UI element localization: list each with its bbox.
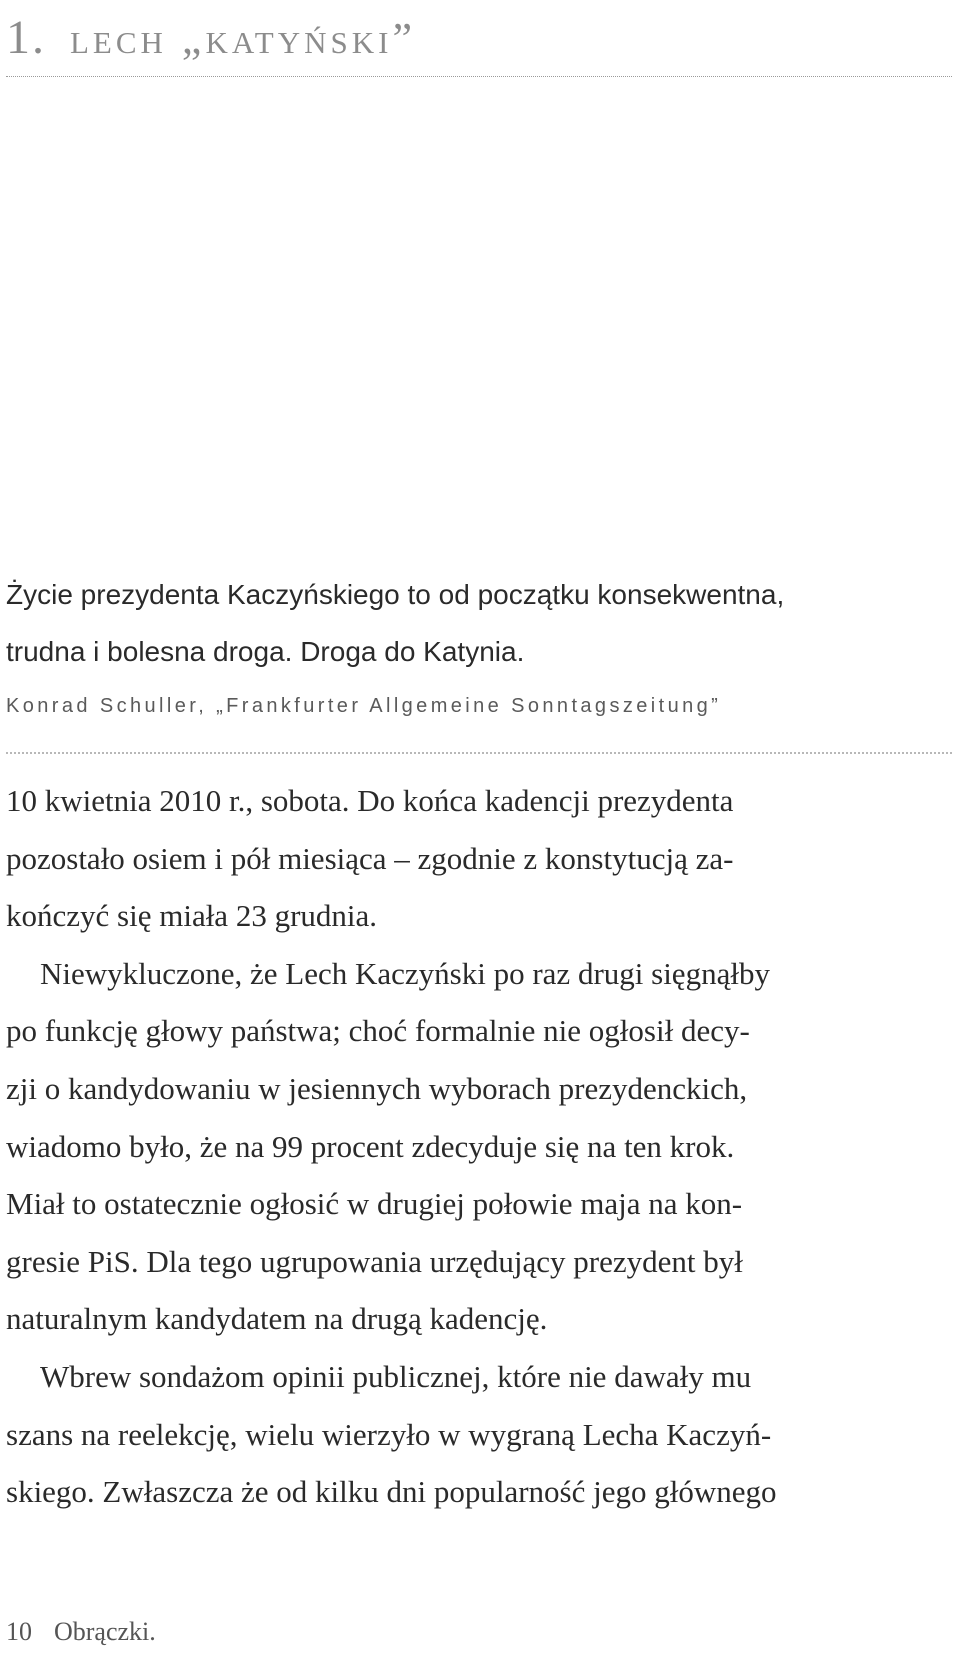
body-line: naturalnym kandydatem na drugą kadencję. bbox=[6, 1301, 548, 1337]
body-text bbox=[6, 772, 952, 1521]
chapter-number: 1. bbox=[6, 11, 46, 64]
epigraph-line: trudna i bolesna droga. Droga do Katynia. bbox=[6, 636, 525, 667]
body-line: wiadomo było, że na 99 procent zdecyduje się na ten krok. bbox=[6, 1128, 735, 1164]
page-footer bbox=[6, 1614, 156, 1650]
chapter-title: lech „katyński” bbox=[70, 14, 416, 63]
epigraph-line: Życie prezydenta Kaczyńskiego to od początku konsekwentna, bbox=[6, 579, 785, 610]
body-line: pozostało osiem i pół miesiąca – zgodnie z konstytucją za- bbox=[6, 840, 734, 876]
epigraph-source: Konrad Schuller, „Frankfurter Allgemeine Sonntagszeitung” bbox=[6, 695, 722, 717]
body-line: 10 kwietnia 2010 r., sobota. Do końca kadencji prezydenta bbox=[6, 783, 734, 818]
epigraph bbox=[6, 566, 952, 726]
chapter-heading-rule bbox=[6, 76, 952, 77]
body-line: szans na reelekcję, wielu wierzyło w wygraną Lecha Kaczyń- bbox=[6, 1416, 772, 1452]
body-line: Wbrew sondażom opinii publicznej, które nie dawały mu bbox=[40, 1358, 752, 1394]
body-line: gresie PiS. Dla tego ugrupowania urzędujący prezydent był bbox=[6, 1243, 743, 1279]
epigraph-divider bbox=[6, 752, 952, 754]
page-number: 10 bbox=[6, 1617, 32, 1646]
body-line: po funkcję głowy państwa; choć formalnie nie ogłosił decy- bbox=[6, 1013, 750, 1049]
body-line: zji o kandydowaniu w jesiennych wyborach prezydenckich, bbox=[6, 1070, 748, 1106]
body-line: skiego. Zwłaszcza że od kilku dni popularność jego głównego bbox=[6, 1474, 777, 1510]
chapter-heading bbox=[6, 6, 416, 71]
body-line: kończyć się miała 23 grudnia. bbox=[6, 898, 378, 934]
running-title: Obrączki. bbox=[54, 1617, 156, 1646]
body-line: Niewykluczone, że Lech Kaczyński po raz drugi sięgnąłby bbox=[40, 955, 770, 991]
body-line: Miał to ostatecznie ogłosić w drugiej połowie maja na kon- bbox=[6, 1186, 743, 1222]
